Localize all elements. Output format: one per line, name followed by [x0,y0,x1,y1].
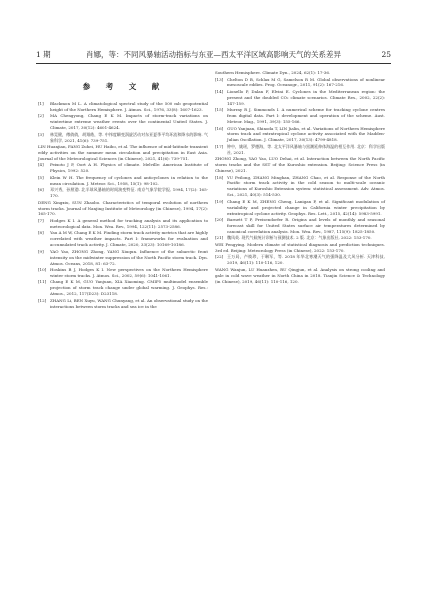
left-column [38,70,208,310]
reference-number: [21] [215,235,224,241]
reference-entry [215,242,385,254]
reference-entry [215,77,385,89]
reference-text: DENG Xingxiu, SUN Zhaobo. Characteristics of temporal evolution of northern storm tracks. Journal of Nanjing Institute of Meteorology (in Chinese), 1994, 17(2): 165-170. [38,199,208,217]
issue-label: 1 期 [36,50,51,59]
reference-text: YU Peilong, ZHANG Minghan, ZHANG Chao, et al. Response of the North Pacific storm track activity in the cold season to multi-scale oceanic variations of Kuroshio Extension system: statistical assessment. Adv. Atmos. Sci., 2021, 40(3): 514-530. [227,174,385,198]
right-reference-list [215,70,385,284]
reference-text: Klein W H. The frequency of cyclones and anticyclones in relation to the mean circulation. J. Meteor. Sci., 1958, 15(1): 98-102. [50,174,208,186]
reference-number: [15] [215,107,224,113]
reference-text: Chang E K M, ZHENG Cheng, Lanigan P, et al. Significant modulation of variability and projected change in California winter precipitation by extratropical cyclone activity. Geophys. Res. Lett., 2015, 42(14): 5983-5991. [227,198,385,216]
reference-text: LIN Huanjian, FANG Zuhei, HU Haibo, et al. The influence of mid-latitude transient eddy activities on the summer mean circulation and precipitation in East Asia. Journal of the Meteorological Sciences (in Chinese), 2021, 41(6): 739-751. [38,144,208,161]
reference-number: [9] [38,248,44,254]
reference-entry [38,230,208,248]
reference-number: [12] [38,297,47,303]
reference-number: [13] [215,76,224,82]
reference-entry [215,254,385,266]
running-header [36,49,391,61]
page-number: 25 [381,50,391,59]
reference-number: [3] [38,131,44,137]
reference-entry [215,126,385,144]
reference-text: Hodges K I. A general method for tracking analysis and its application to meteorological data. Mon. Wea. Rev., 1994, 122(11): 2573-2586. [50,217,208,229]
reference-number: [22] [215,254,224,260]
reference-entry [215,144,385,156]
reference-entry [38,101,208,113]
reference-number: [17] [215,143,224,149]
reference-text: GUO Yanjuan, Shinoda T, LIN Jialin, et al. Variations of Northern Hemisphere storm track and extratropical cyclone activity associated with the Madden-Julian Oscillation. J. Climate, 2017, 30(13): 4799-4818. [227,125,385,143]
reference-text: Lionello P, Dalan F, Elvini E. Cyclones in the Mediterranean region: the present and the doubled CO₂ climate scenarios. Climate Res., 2002, 22(2): 147-159. [227,88,385,106]
reference-entry [38,249,208,267]
reference-text: 魏凤英. 现代气候统计诊断与预测技术. 2 版. 北京：气象出版社, 2022: 153-170. [227,235,372,241]
reference-text: Southern Hemisphere. Climate Dyn., 2024, 62(1): 17-36. [215,70,331,75]
reference-number: [4] [38,162,44,168]
reference-text: MA Chengyong, Chang E K M. Impacts of storm-track variations on wintertime extreme weather events over the continental United States. J. Climate, 2017, 30(12): 4601-4624. [50,113,208,131]
reference-entry [38,218,208,230]
reference-text: 邓兴秀，孙照渤. 北半球风暴轴的时间演变特征. 南京气象学院学报, 1994, 17(2): 165-170. [50,187,208,199]
reference-entry [215,235,385,241]
reference-number: [11] [38,279,47,285]
reference-number: [19] [215,198,224,204]
reference-entry [38,162,208,174]
reference-text: 钟中，姚瑶，罗德海，等. 北太平洋风暴轴与黑潮延伸体海温的相互作用. 北京：科学出版社, 2021. [227,143,385,155]
reference-entry [38,113,208,131]
reference-entry [215,107,385,125]
reference-number: [16] [215,125,224,131]
reference-entry [215,217,385,235]
reference-text: Blackmon M L. A climatological spectral study of the 500 mb geopotential height of the Northern Hemisphere. J. Atmos. Sci., 1976, 33(8): 1607-1623. [50,101,208,112]
reference-text: Barnett T P, Preisendorfer R. Origins and levels of monthly and seasonal forecast skill for United States surface air temperatures determined by canonical correlation analysis. Mon. Wea. Rev., 1987, 115(9): 1825-1850. [227,217,385,234]
reference-entry [38,187,208,199]
reference-entry [215,70,385,76]
running-title: 肖娜，等：不同风暴轴活动指标与东亚—西太平洋区域高影响天气的关系差异 [86,50,341,59]
reference-text: 王万局，卢焕珍，于琳军，等. 2018 年华北寒潮天气的强降温及大风分析. 天津科技, 2019, 46(11): 110-116, 120. [227,254,385,266]
reference-text: Peixoto J P, Oort A H. Physics of climate. Melville: American Institute of Physics, 1992: 520. [50,162,208,174]
reference-text: Murray R J, Simmonds I. A numerical scheme for tracking cyclone centres from digital data. Part I: development and operation of the scheme. Aust. Meteor. Mag., 1991, 39(3): 155-166. [227,107,385,125]
reference-text: Hoskins B J, Hodges K I. New perspectives on the Northern Hemisphere winter storm tracks. J. Atmos. Sci., 2002, 59(6): 1041-1061. [50,267,208,278]
reference-text: ZHONG Zhong, YAO Yao, LUO Dehai, et al. Interaction between the North Pacific storm tracks and the SST of the Kuroshio extension. Beijing: Science Press (in Chinese), 2021. [215,156,385,174]
reference-text: Chelton D B, Schlax M G, Samelson R M. Global observations of nonlinear mesoscale eddies. Prog. Oceanogr., 2011, 91(2): 167-216. [227,76,385,88]
reference-entry [38,144,208,162]
reference-entry [38,132,208,144]
reference-text: Yau A M W, Chang E K M. Finding storm track activity metrics that are highly correlated with weather impacts. Part I: frameworks for evaluation and accumulated track activity. J. Climate, 2020, 33(23): 10169-10186. [50,230,208,248]
reference-number: [5] [38,174,44,180]
left-reference-list [38,101,208,310]
reference-text: WANG Wanjun, LU Huanzhen, RU Qingjun, et al. Analysis on strong cooling and gale in cold wave weather in North China in 2018. Tianjin Science & Technology (in Chinese), 2019, 46(11): 110-116, 120. [215,266,385,284]
references-heading: 参 考 文 献 [82,82,164,91]
reference-number: [10] [38,267,47,272]
reference-number: [7] [38,217,44,223]
reference-entry [38,200,208,218]
reference-text: YAO Yao, ZHONG Zhong, YANG Xiuqun. Influence of the subarctic front intensity on the midwinter suppression of the North Pacific storm track. Dyn. Atmos. Oceans, 2018, 81: 63-72. [50,248,208,266]
reference-entry [38,298,208,310]
reference-number: [1] [38,101,44,106]
reference-number: [2] [38,113,44,119]
reference-entry [215,156,385,174]
reference-entry [215,89,385,107]
reference-text: Chang E K M, GUO Yanjuan, XIA Xiaoming. CMIP5 multimodel ensemble projection of storm track change under global warming. J. Geophys. Res.: Atmos., 2012, 117(D23): D23118. [50,279,208,297]
reference-entry [215,267,385,285]
reference-number: [18] [215,174,224,180]
right-column [215,70,385,285]
reference-entry [38,267,208,279]
reference-entry [38,279,208,297]
reference-text: ZHANG Li, BEN Xuyu, WANG Chunyang, et al. An observational study on the interactions between storm tracks and sea ice in the [50,297,208,309]
reference-number: [6] [38,187,44,193]
reference-number: [8] [38,230,44,236]
reference-entry [215,199,385,217]
reference-text: 林晃健，傅倩倩，胡翔皓，等. 中纬度瞬变涡旋活动对东亚夏季平均环流和降水的影响. 气象科学, 2021, 41(6): 739-751. [50,131,208,143]
header-rule [36,63,391,64]
reference-text: WEI Fengying. Modern climate of statistical diagnosis and prediction techniques. 3rd ed. Beijing: Meteorology Press (in Chinese), 2022: 153-170. [215,241,385,253]
reference-entry [215,175,385,199]
reference-number: [20] [215,217,224,223]
reference-number: [14] [215,88,224,94]
reference-entry [38,175,208,187]
